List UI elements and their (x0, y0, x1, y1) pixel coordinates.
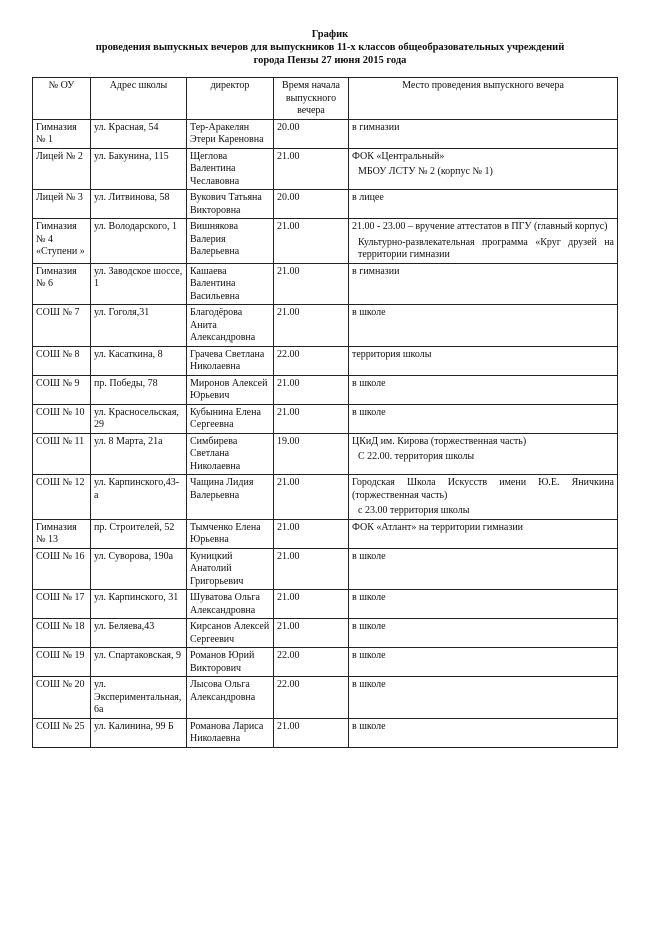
school-number-cell: СОШ № 20 (33, 677, 91, 719)
address-cell: ул. Карпинского, 31 (91, 590, 187, 619)
venue-line: ЦКиД им. Кирова (торжественная часть) (352, 435, 527, 447)
venue-line: в школе (352, 621, 386, 632)
header-school-number: № ОУ (33, 78, 91, 120)
start-time-cell: 21.00 (274, 619, 349, 648)
start-time-cell: 21.00 (274, 305, 349, 347)
school-number-cell: Лицей № 2 (33, 148, 91, 190)
school-number-cell: СОШ № 7 (33, 305, 91, 347)
venue-line: ФОК «Центральный» (352, 150, 445, 162)
venue-line: С 22.00. территория школы (358, 451, 475, 462)
director-cell: Чащина Лидия Валерьевна (187, 475, 274, 520)
director-cell: Вукович Татьяна Викторовна (187, 190, 274, 219)
address-cell: ул. Заводское шоссе, 1 (91, 263, 187, 305)
director-cell: Тымченко Елена Юрьевна (187, 519, 274, 548)
table-row (33, 433, 618, 475)
venue-line: в лицее (352, 192, 384, 203)
header-start-time: Время начала выпускного вечера (274, 78, 349, 120)
director-cell: Миронов Алексей Юрьевич (187, 375, 274, 404)
venue-cell (349, 433, 618, 475)
document-subtitle: проведения выпускных вечеров для выпускников 11-х классов общеобразовательных учреждений (95, 42, 565, 53)
venue-line: МБОУ ЛСТУ № 2 (корпус № 1) (358, 166, 493, 177)
table-row (33, 119, 618, 148)
start-time-cell: 22.00 (274, 346, 349, 375)
school-number-cell: СОШ № 25 (33, 718, 91, 747)
table-row (33, 263, 618, 305)
venue-line: в школе (352, 406, 386, 418)
venue-line: в школе (352, 720, 386, 732)
venue-line: Городская Школа Искусств имени Ю.Е. Яничкина (торжественная часть) (352, 477, 614, 501)
venue-line: Культурно-развлекательная программа «Круг друзей на территории гимназии (358, 236, 614, 260)
school-number-cell: СОШ № 16 (33, 548, 91, 590)
table-row (33, 590, 618, 619)
start-time-cell: 21.00 (274, 263, 349, 305)
address-cell: ул. Гоголя,31 (91, 305, 187, 347)
address-cell: ул. Бакунина, 115 (91, 148, 187, 190)
start-time-cell: 21.00 (274, 548, 349, 590)
school-number-cell: СОШ № 8 (33, 346, 91, 375)
address-cell: ул. Калинина, 99 Б (91, 718, 187, 747)
start-time-cell: 21.00 (274, 375, 349, 404)
venue-line: территория школы (352, 348, 432, 360)
director-cell: Кирсанов Алексей Сергеевич (187, 619, 274, 648)
director-cell: Симбирева Светлана Николаевна (187, 433, 274, 475)
venue-line: в школе (352, 550, 386, 562)
address-cell: ул. Спартаковская, 9 (91, 648, 187, 677)
director-cell: Тер-Аракелян Этери Кареновна (187, 119, 274, 148)
school-number-cell: СОШ № 18 (33, 619, 91, 648)
venue-line: с 23.00 территория школы (358, 505, 470, 516)
school-number-cell: СОШ № 9 (33, 375, 91, 404)
school-number-cell: Лицей № 3 (33, 190, 91, 219)
address-cell: пр. Строителей, 52 (91, 519, 187, 548)
start-time-cell: 22.00 (274, 648, 349, 677)
table-header-row (33, 78, 618, 120)
table-row (33, 219, 618, 264)
table-row (33, 619, 618, 648)
director-cell: Романов Юрий Викторович (187, 648, 274, 677)
venue-line: в гимназии (352, 265, 400, 277)
table-row (33, 375, 618, 404)
start-time-cell: 22.00 (274, 677, 349, 719)
venue-cell (349, 375, 618, 404)
address-cell: ул. Карпинского,43-а (91, 475, 187, 520)
start-time-cell: 21.00 (274, 219, 349, 264)
table-row (33, 648, 618, 677)
table-row (33, 190, 618, 219)
address-cell: ул. Володарского, 1 (91, 219, 187, 264)
address-cell: ул. Красносельская, 29 (91, 404, 187, 433)
director-cell: Лысова Ольга Александровна (187, 677, 274, 719)
venue-cell (349, 548, 618, 590)
table-row (33, 148, 618, 190)
venue-cell (349, 677, 618, 719)
director-cell: Кашаева Валентина Васильевна (187, 263, 274, 305)
venue-line: в школе (352, 377, 386, 389)
start-time-cell: 21.00 (274, 590, 349, 619)
table-row (33, 404, 618, 433)
school-number-cell: СОШ № 11 (33, 433, 91, 475)
address-cell: ул. Беляева,43 (91, 619, 187, 648)
school-number-cell: Гимназия № 13 (33, 519, 91, 548)
director-cell: Шуватова Ольга Александровна (187, 590, 274, 619)
school-number-cell: СОШ № 10 (33, 404, 91, 433)
address-cell: ул. Касаткина, 8 (91, 346, 187, 375)
table-row (33, 346, 618, 375)
venue-line: в гимназии (352, 121, 400, 133)
document-date-line: города Пензы 27 июня 2015 года (253, 55, 407, 66)
header-venue: Место проведения выпускного вечера (349, 78, 618, 120)
venue-cell (349, 148, 618, 190)
table-row (33, 718, 618, 747)
address-cell: ул. Литвинова, 58 (91, 190, 187, 219)
director-cell: Вишнякова Валерия Валерьевна (187, 219, 274, 264)
venue-cell (349, 718, 618, 747)
school-number-cell: Гимназия № 1 (33, 119, 91, 148)
document-header (0, 28, 660, 67)
address-cell: ул. Экспериментальная, 6а (91, 677, 187, 719)
table-row (33, 677, 618, 719)
start-time-cell: 21.00 (274, 718, 349, 747)
venue-cell (349, 346, 618, 375)
school-number-cell: Гимназия № 4 «Ступени » (33, 219, 91, 264)
director-cell: Щеглова Валентина Чеславовна (187, 148, 274, 190)
table-row (33, 548, 618, 590)
venue-cell (349, 119, 618, 148)
address-cell: ул. 8 Марта, 21а (91, 433, 187, 475)
table-row (33, 305, 618, 347)
director-cell: Кубынина Елена Сергеевна (187, 404, 274, 433)
header-address: Адрес школы (91, 78, 187, 120)
school-number-cell: СОШ № 12 (33, 475, 91, 520)
header-director: директор (187, 78, 274, 120)
venue-line: в школе (352, 307, 386, 318)
venue-cell (349, 190, 618, 219)
school-number-cell: СОШ № 19 (33, 648, 91, 677)
venue-cell (349, 219, 618, 264)
address-cell: ул. Красная, 54 (91, 119, 187, 148)
venue-line: в школе (352, 592, 386, 603)
start-time-cell: 21.00 (274, 519, 349, 548)
start-time-cell: 19.00 (274, 433, 349, 475)
venue-line: 21.00 - 23.00 – вручение аттестатов в ПГУ (главный корпус) (352, 221, 608, 232)
start-time-cell: 21.00 (274, 475, 349, 520)
start-time-cell: 21.00 (274, 404, 349, 433)
address-cell: ул. Суворова, 190а (91, 548, 187, 590)
document-title: График (311, 29, 349, 40)
venue-cell (349, 305, 618, 347)
venue-line: в школе (352, 679, 386, 690)
director-cell: Романова Лариса Николаевна (187, 718, 274, 747)
venue-line: ФОК «Атлант» на территории гимназии (352, 521, 524, 533)
start-time-cell: 21.00 (274, 148, 349, 190)
venue-line: в школе (352, 650, 386, 661)
director-cell: Грачева Светлана Николаевна (187, 346, 274, 375)
school-number-cell: СОШ № 17 (33, 590, 91, 619)
venue-cell (349, 619, 618, 648)
director-cell: Благодёрова Анита Александровна (187, 305, 274, 347)
school-number-cell: Гимназия № 6 (33, 263, 91, 305)
venue-cell (349, 519, 618, 548)
address-cell: пр. Победы, 78 (91, 375, 187, 404)
venue-cell (349, 475, 618, 520)
venue-cell (349, 404, 618, 433)
table-row (33, 519, 618, 548)
venue-cell (349, 590, 618, 619)
schedule-table (32, 77, 618, 748)
table-row (33, 475, 618, 520)
venue-cell (349, 263, 618, 305)
director-cell: Куницкий Анатолий Григорьевич (187, 548, 274, 590)
venue-cell (349, 648, 618, 677)
start-time-cell: 20.00 (274, 190, 349, 219)
start-time-cell: 20.00 (274, 119, 349, 148)
